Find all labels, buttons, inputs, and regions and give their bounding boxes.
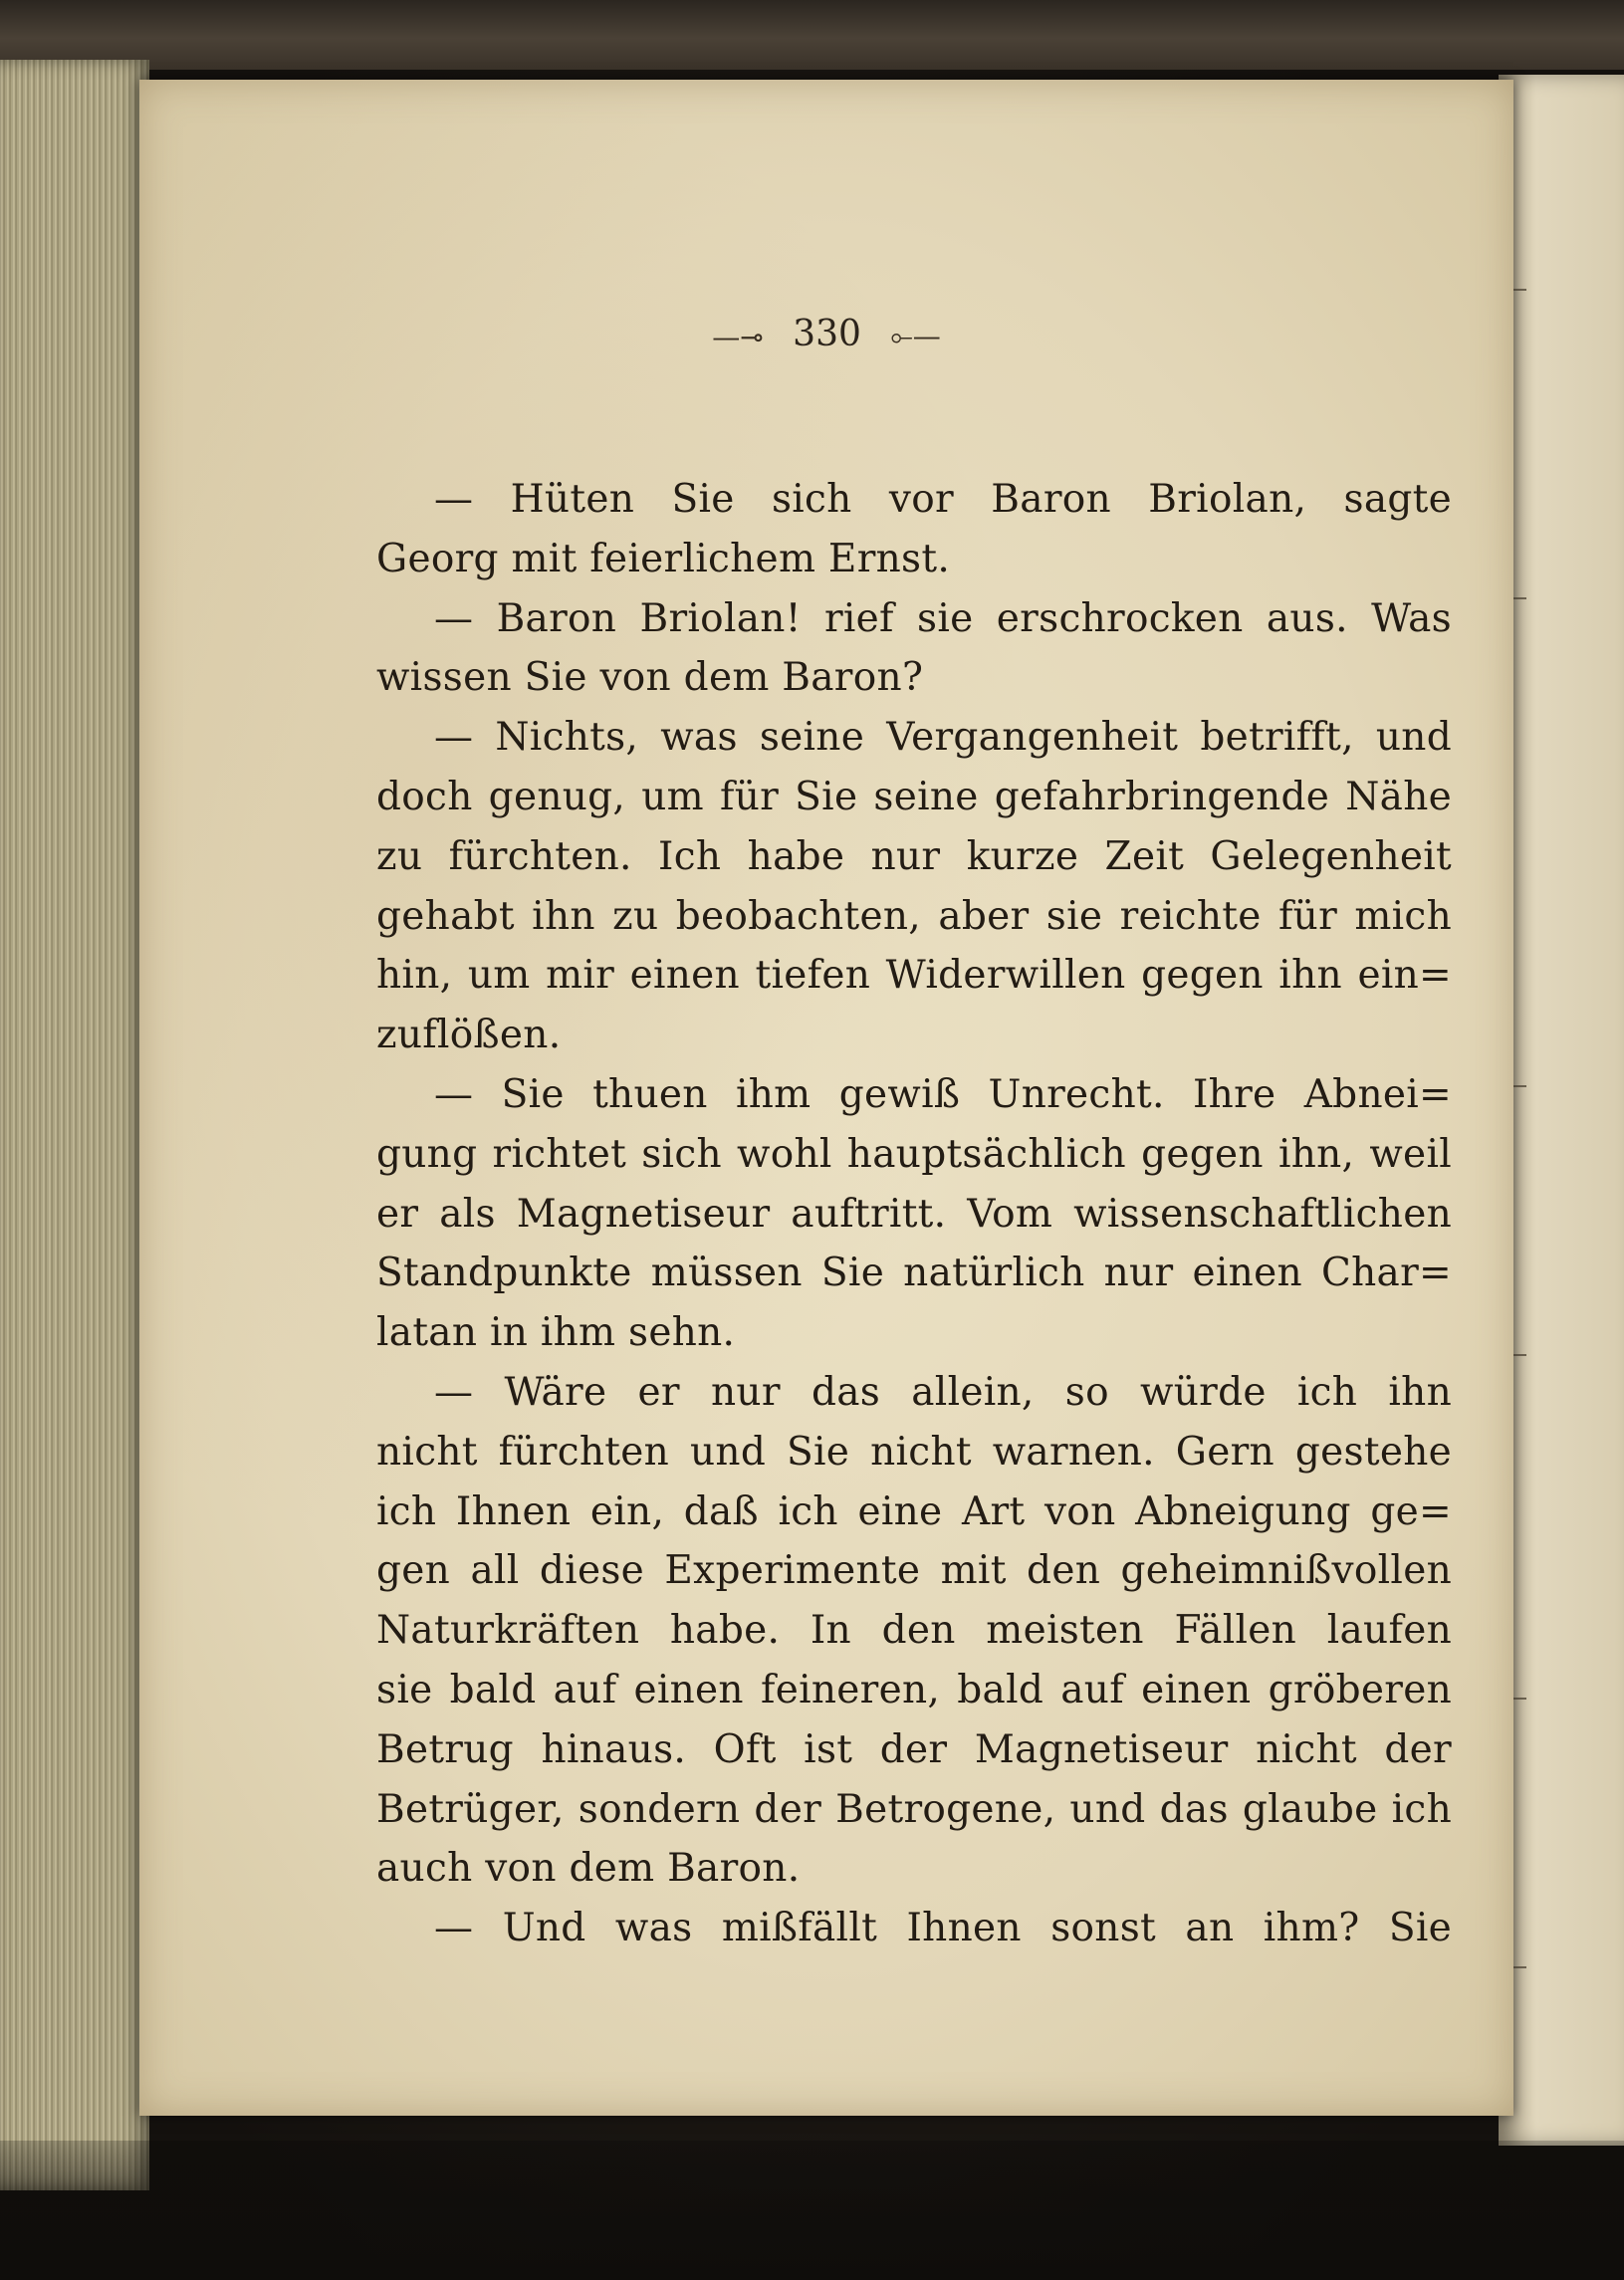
text-line: wissen Sie von dem Baron? [376,655,924,701]
text-line: — Hüten Sie sich vor Baron Briolan, sagte [434,477,1452,522]
bottom-shadow [0,2141,1624,2280]
book-page [139,80,1513,2116]
text-line: gen all diese Experimente mit den geheimnißvollen [376,1548,1452,1594]
text-line: — Baron Briolan! rief sie erschrocken aus. Was [434,595,1452,641]
page-number: 330 [793,314,861,354]
text-line: latan in ihm sehn. [376,1310,736,1356]
text-line: zu fürchten. Ich habe nur kurze Zeit Gelegenheit [376,833,1452,879]
body-text [376,470,1452,1958]
text-line: auch von dem Baron. [376,1846,801,1892]
book-cover-edge [0,0,1624,70]
text-line: Naturkräften habe. In den meisten Fällen laufen [376,1608,1452,1654]
text-line: gung richtet sich wohl hauptsächlich gegen ihn, weil [376,1131,1452,1177]
text-line: — Und was mißfällt Ihnen sonst an ihm? Sie [434,1906,1452,1951]
text-line: Betrug hinaus. Oft ist der Magnetiseur nicht der [376,1726,1452,1772]
adjacent-page-right [1499,75,1624,2146]
text-line: zuflößen. [376,1013,562,1058]
text-line: — Nichts, was seine Vergangenheit betrifft, und [434,715,1452,761]
text-line: Betrüger, sondern der Betrogene, und das glaube ich [376,1786,1452,1832]
text-line: doch genug, um für Sie seine gefahrbringende Nähe [376,774,1452,819]
text-line: hin, um mir einen tiefen Widerwillen gegen ihn ein= [376,953,1452,999]
text-line: nicht fürchten und Sie nicht warnen. Gern gestehe [376,1429,1452,1475]
page-edges-left [0,60,149,2190]
text-line: sie bald auf einen feineren, bald auf einen gröberen [376,1667,1452,1712]
text-line: Georg mit feierlichem Ernst. [376,536,951,581]
text-line: — Wäre er nur das allein, so würde ich ihn [434,1369,1452,1415]
ornament-right-icon: ⟜— [890,320,941,352]
text-line: Standpunkte müssen Sie natürlich nur einen Char= [376,1251,1452,1296]
text-line: ich Ihnen ein, daß ich eine Art von Abneigung ge= [376,1488,1452,1534]
text-line: — Sie thuen ihm gewiß Unrecht. Ihre Abnei= [434,1071,1452,1117]
ornament-left-icon: —⊸ [712,320,764,353]
text-line: er als Magnetiseur auftritt. Vom wissenschaftlichen [376,1191,1452,1237]
page-header [139,314,1513,354]
text-line: gehabt ihn zu beobachten, aber sie reichte für mich [376,893,1452,939]
